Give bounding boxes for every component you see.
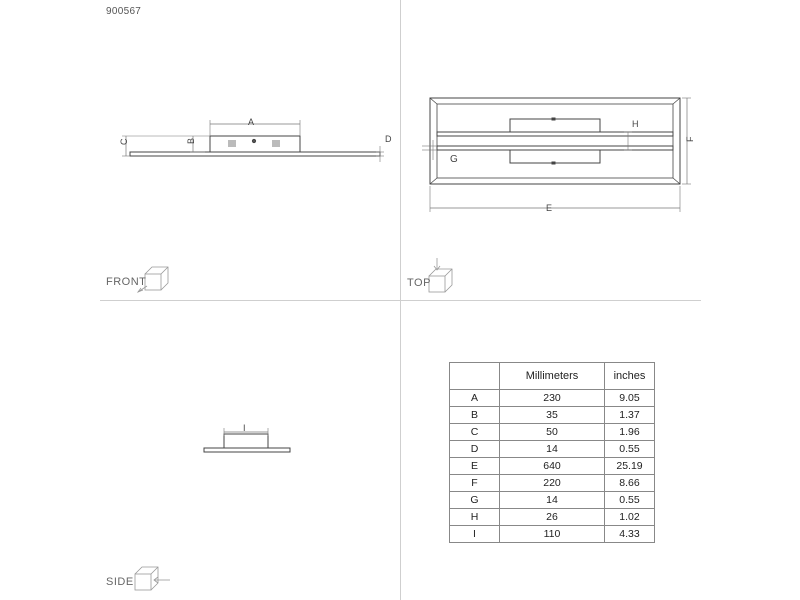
row-in: 9.05 — [605, 390, 655, 407]
side-view — [204, 428, 290, 452]
table-row — [450, 390, 655, 407]
table-row — [450, 492, 655, 509]
top-bar-lower — [437, 146, 673, 150]
row-label: D — [450, 441, 500, 458]
dim-label-h: H — [632, 119, 639, 129]
dim-label-a: A — [248, 117, 255, 127]
table-header-row — [450, 363, 655, 390]
dim-label-g: G — [450, 154, 458, 165]
top-canopy-upper — [510, 119, 600, 132]
table-row — [450, 458, 655, 475]
row-label: F — [450, 475, 500, 492]
dim-label-f: F — [685, 136, 695, 142]
top-view — [422, 98, 691, 212]
dim-label-c: C — [119, 138, 129, 145]
dim-label-e: E — [546, 203, 553, 213]
top-outer-frame — [430, 98, 680, 184]
side-panel — [204, 448, 290, 452]
document-id: 900567 — [106, 6, 142, 17]
row-in: 0.55 — [605, 441, 655, 458]
dim-label-i: I — [243, 423, 246, 433]
table-row — [450, 441, 655, 458]
top-inner-frame — [437, 104, 673, 178]
table-row — [450, 424, 655, 441]
row-in: 0.55 — [605, 492, 655, 509]
header-empty — [450, 363, 500, 390]
top-view-label: TOP — [407, 277, 431, 289]
header-millimeters: Millimeters — [500, 363, 605, 390]
front-screw — [252, 139, 255, 142]
row-label: B — [450, 407, 500, 424]
top-bar-upper — [437, 132, 673, 136]
row-mm: 50 — [500, 424, 605, 441]
row-mm: 110 — [500, 526, 605, 543]
top-cube-icon — [429, 258, 452, 292]
row-mm: 14 — [500, 492, 605, 509]
row-label: I — [450, 526, 500, 543]
top-canopy-lower — [510, 150, 600, 163]
table-row — [450, 475, 655, 492]
side-view-label: SIDE — [106, 576, 134, 588]
table-row — [450, 526, 655, 543]
front-panel — [130, 152, 380, 156]
row-in: 25.19 — [605, 458, 655, 475]
row-label: C — [450, 424, 500, 441]
row-in: 8.66 — [605, 475, 655, 492]
front-view-label: FRONT — [106, 276, 147, 288]
side-canopy — [224, 434, 268, 448]
dim-label-d: D — [385, 134, 392, 144]
row-label: H — [450, 509, 500, 526]
row-label: G — [450, 492, 500, 509]
table-row — [450, 407, 655, 424]
front-canopy — [210, 136, 300, 152]
row-mm: 14 — [500, 441, 605, 458]
row-in: 1.96 — [605, 424, 655, 441]
table-row — [450, 509, 655, 526]
row-mm: 220 — [500, 475, 605, 492]
dim-label-b: B — [186, 137, 196, 144]
row-label: E — [450, 458, 500, 475]
row-label: A — [450, 390, 500, 407]
row-mm: 26 — [500, 509, 605, 526]
row-in: 4.33 — [605, 526, 655, 543]
row-in: 1.37 — [605, 407, 655, 424]
row-mm: 35 — [500, 407, 605, 424]
row-in: 1.02 — [605, 509, 655, 526]
side-cube-icon — [135, 567, 170, 590]
header-inches: inches — [605, 363, 655, 390]
dimensions-table — [449, 362, 655, 543]
row-mm: 230 — [500, 390, 605, 407]
row-mm: 640 — [500, 458, 605, 475]
